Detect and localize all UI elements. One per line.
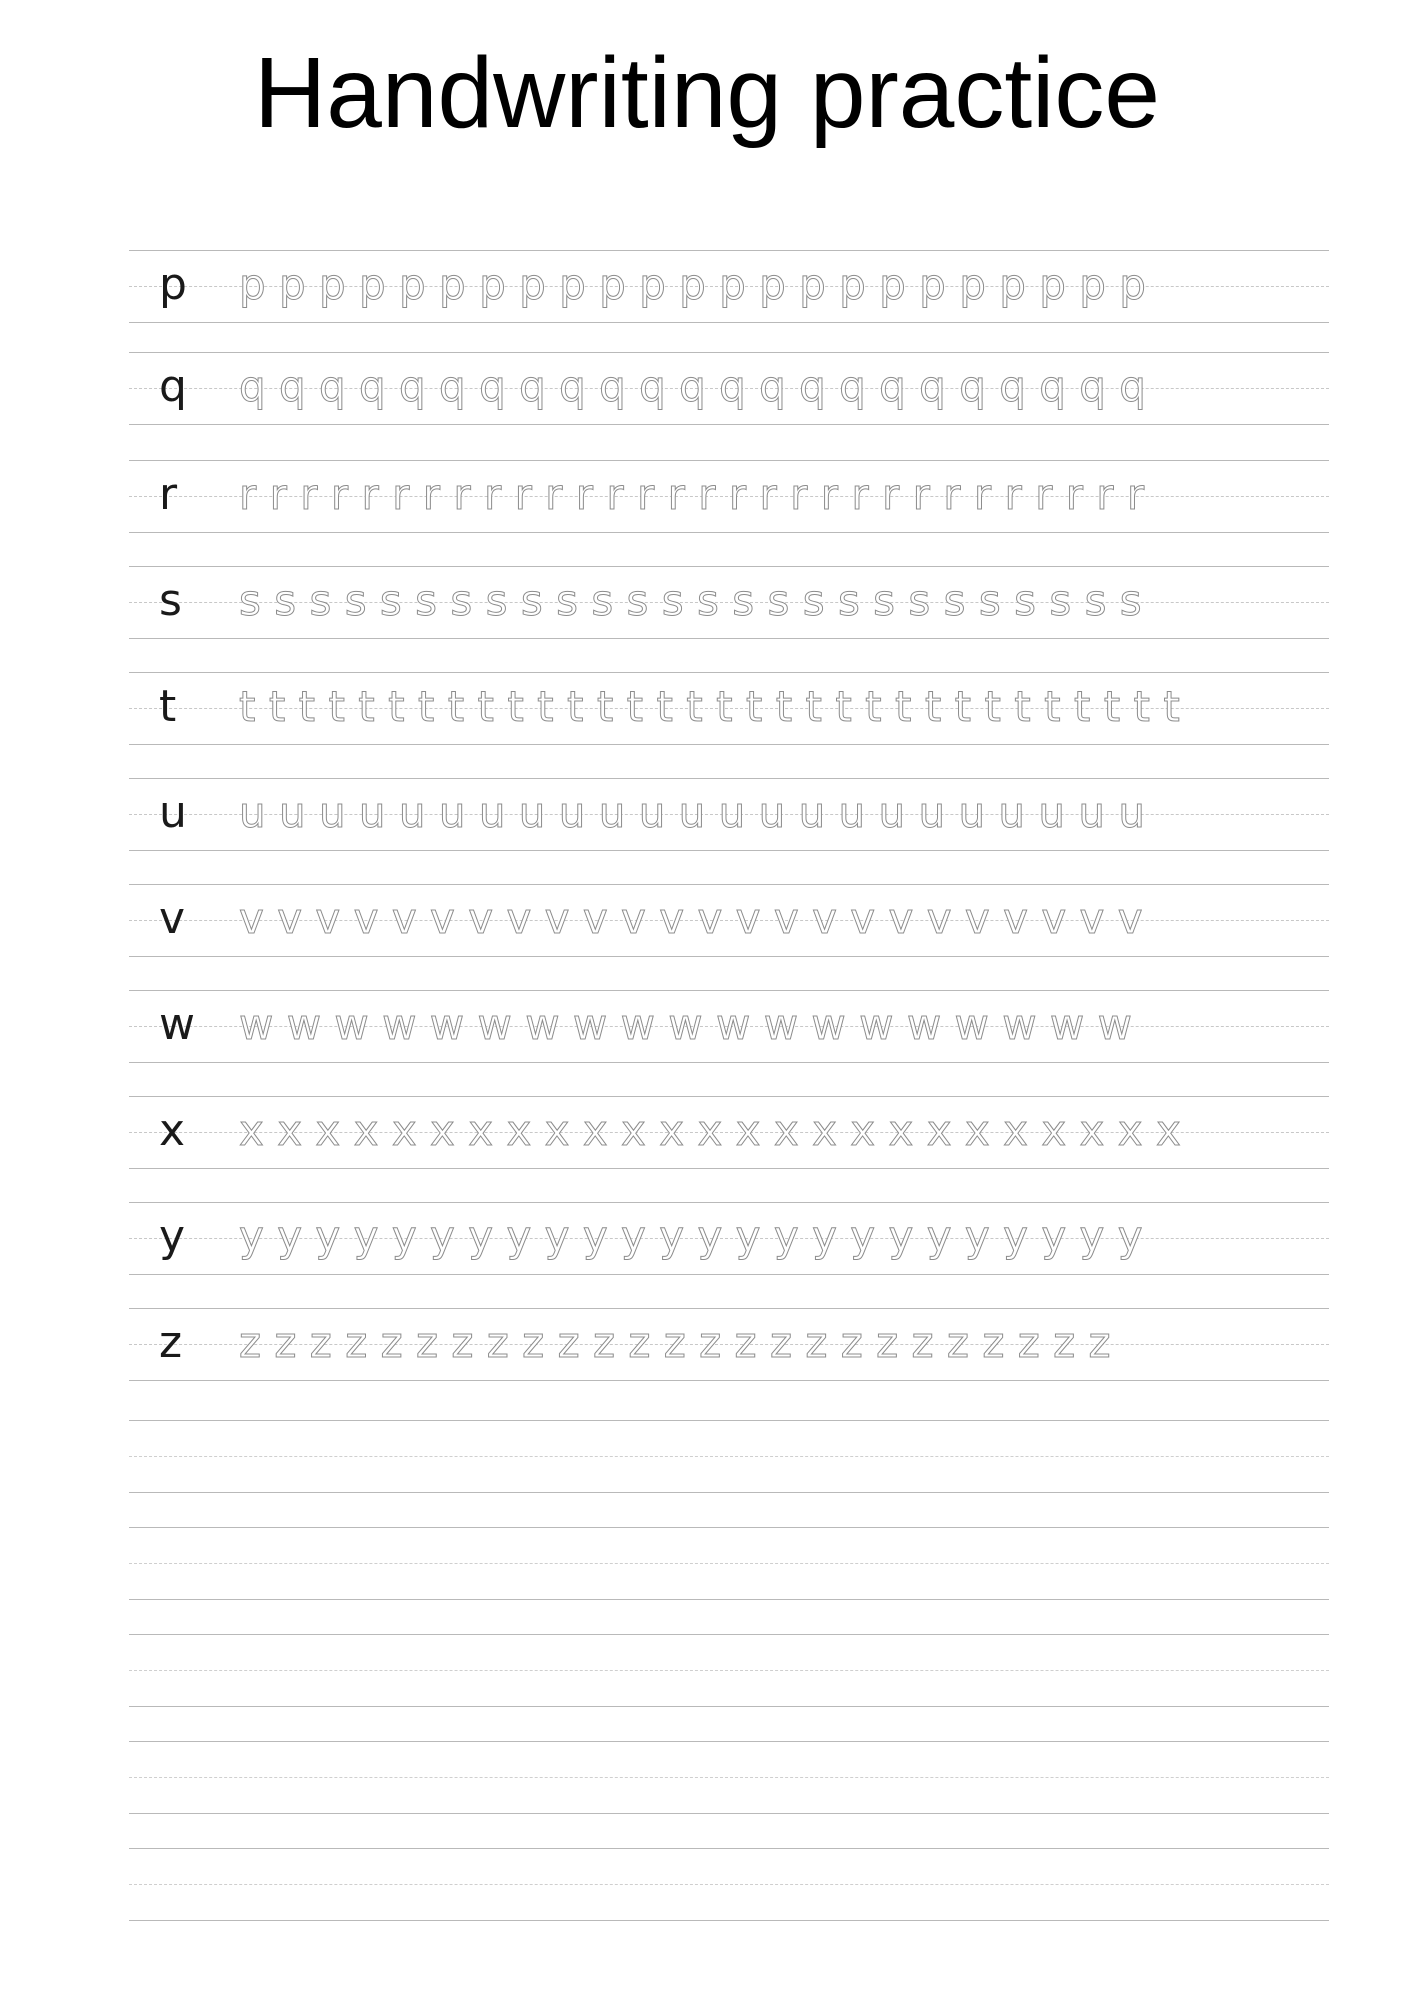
top-rule — [129, 250, 1329, 251]
baseline-rule — [129, 1813, 1329, 1814]
top-rule — [129, 1420, 1329, 1421]
baseline-rule — [129, 1920, 1329, 1921]
trace-letters: s s s s s s s s s s s s s s s s s s s s s s s s s s — [239, 576, 1142, 625]
model-letter: q — [159, 361, 187, 412]
baseline-rule — [129, 850, 1329, 851]
practice-row-u — [129, 778, 1329, 850]
top-rule — [129, 1308, 1329, 1309]
practice-row-w — [129, 990, 1329, 1062]
top-rule — [129, 672, 1329, 673]
baseline-rule — [129, 1062, 1329, 1063]
trace-letters: y y y y y y y y y y y y y y y y y y y y y y y y — [239, 1212, 1143, 1261]
trace-letters: w w w w w w w w w w w w w w w w w w w — [239, 1000, 1132, 1049]
trace-letters: u u u u u u u u u u u u u u u u u u u u u u u — [239, 788, 1145, 837]
model-letter: s — [159, 575, 182, 626]
top-rule — [129, 1741, 1329, 1742]
baseline-rule — [129, 956, 1329, 957]
practice-row-y — [129, 1202, 1329, 1274]
baseline-rule — [129, 532, 1329, 533]
top-rule — [129, 990, 1329, 991]
model-letter: r — [159, 469, 178, 520]
top-rule — [129, 884, 1329, 885]
trace-letters: r r r r r r r r r r r r r r r r r r r r r r r r r r r r r r — [239, 470, 1145, 519]
midline — [129, 1884, 1329, 1885]
baseline-rule — [129, 322, 1329, 323]
baseline-rule — [129, 1492, 1329, 1493]
blank-writing-row[interactable] — [129, 1527, 1329, 1599]
model-letter: p — [159, 259, 187, 310]
model-letter: x — [159, 1105, 186, 1156]
midline — [129, 1456, 1329, 1457]
trace-letters: x x x x x x x x x x x x x x x x x x x x x x x x x — [239, 1106, 1181, 1155]
practice-row-v — [129, 884, 1329, 956]
top-rule — [129, 778, 1329, 779]
top-rule — [129, 1527, 1329, 1528]
model-letter: u — [159, 787, 187, 838]
practice-row-r — [129, 460, 1329, 532]
top-rule — [129, 460, 1329, 461]
top-rule — [129, 352, 1329, 353]
model-letter: z — [159, 1317, 183, 1368]
baseline-rule — [129, 1706, 1329, 1707]
baseline-rule — [129, 1380, 1329, 1381]
top-rule — [129, 1202, 1329, 1203]
top-rule — [129, 566, 1329, 567]
baseline-rule — [129, 1168, 1329, 1169]
top-rule — [129, 1634, 1329, 1635]
trace-letters: p p p p p p p p p p p p p p p p p p p p p p p — [239, 260, 1146, 309]
top-rule — [129, 1096, 1329, 1097]
practice-row-s — [129, 566, 1329, 638]
blank-writing-row[interactable] — [129, 1848, 1329, 1920]
baseline-rule — [129, 638, 1329, 639]
model-letter: w — [159, 999, 195, 1050]
model-letter: y — [159, 1211, 186, 1262]
baseline-rule — [129, 1599, 1329, 1600]
blank-writing-row[interactable] — [129, 1634, 1329, 1706]
trace-letters: t t t t t t t t t t t t t t t t t t t t t t t t t t t t t t t t — [239, 682, 1180, 731]
midline — [129, 1563, 1329, 1564]
practice-row-p — [129, 250, 1329, 322]
baseline-rule — [129, 1274, 1329, 1275]
trace-letters: q q q q q q q q q q q q q q q q q q q q q q q — [239, 362, 1146, 411]
midline — [129, 1670, 1329, 1671]
top-rule — [129, 1848, 1329, 1849]
blank-writing-row[interactable] — [129, 1420, 1329, 1492]
page-title: Handwriting practice — [254, 37, 1160, 149]
model-letter: t — [159, 681, 177, 732]
model-letter: v — [159, 893, 186, 944]
practice-row-q — [129, 352, 1329, 424]
trace-letters: z z z z z z z z z z z z z z z z z z z z z z z z z — [239, 1318, 1111, 1367]
practice-row-z — [129, 1308, 1329, 1380]
baseline-rule — [129, 424, 1329, 425]
baseline-rule — [129, 744, 1329, 745]
blank-writing-row[interactable] — [129, 1741, 1329, 1813]
practice-row-x — [129, 1096, 1329, 1168]
midline — [129, 1777, 1329, 1778]
trace-letters: v v v v v v v v v v v v v v v v v v v v v v v v — [239, 894, 1143, 943]
practice-row-t — [129, 672, 1329, 744]
